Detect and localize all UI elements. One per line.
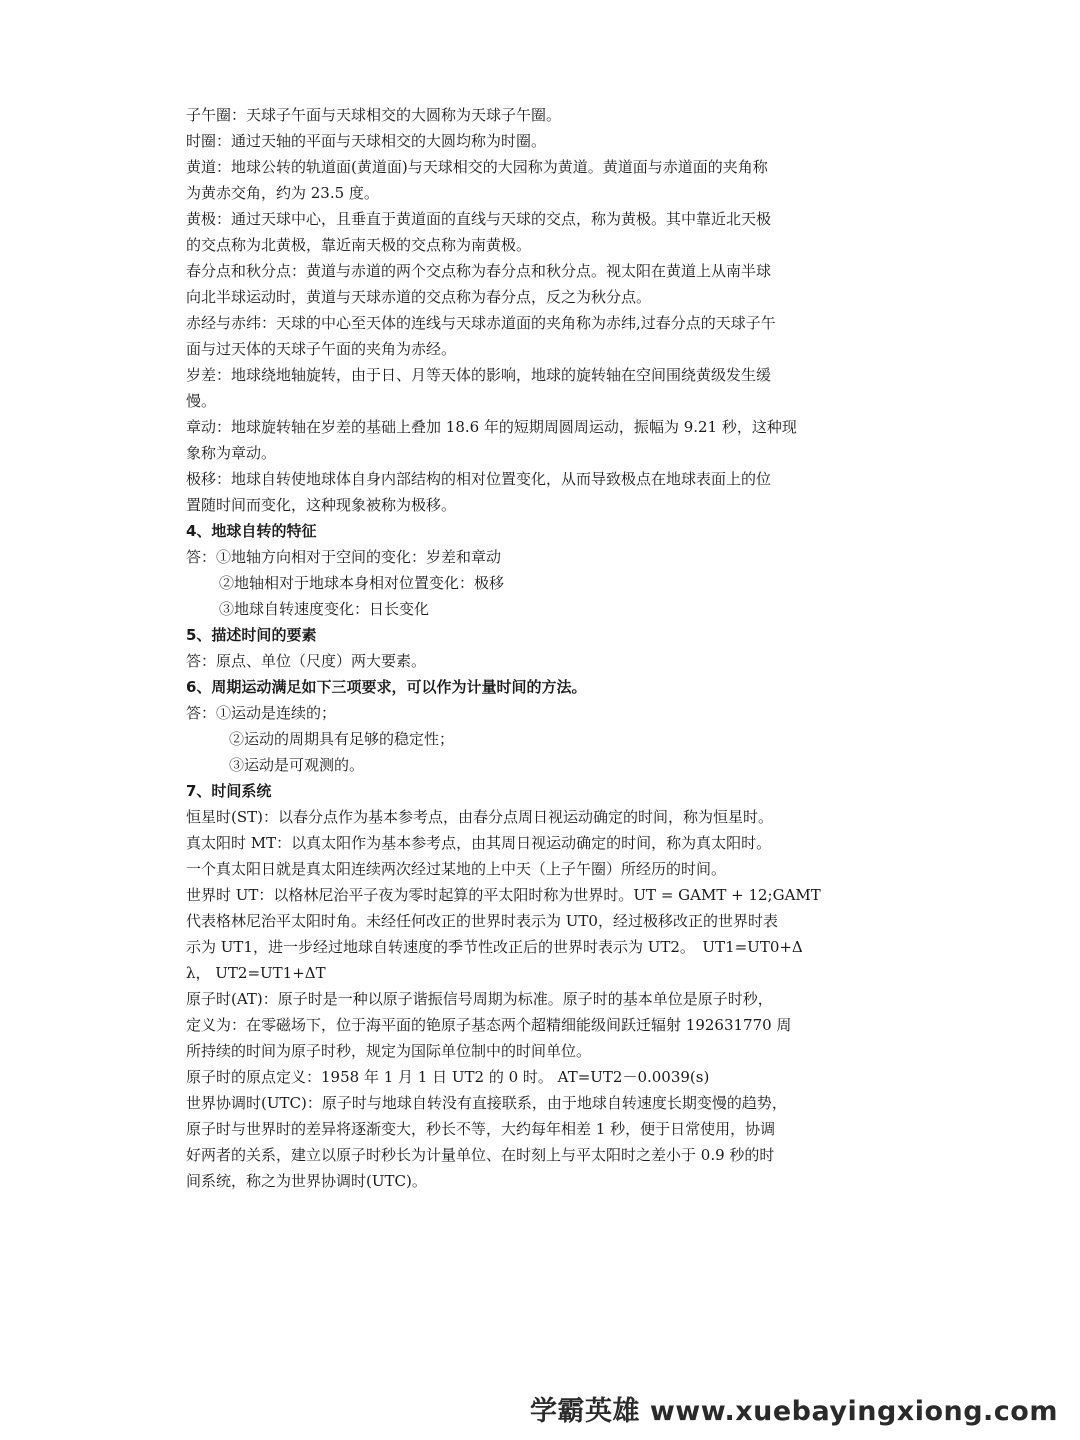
text-line: 黄道：地球公转的轨道面(黄道面)与天球相交的大园称为黄道。黄道面与赤道面的夹角称 (186, 158, 768, 176)
text-line: 赤经与赤纬：天球的中心至天体的连线与天球赤道面的夹角称为赤纬,过春分点的天球子午 (186, 314, 776, 332)
text-line: 的交点称为北黄极，靠近南天极的交点称为南黄极。 (186, 236, 532, 254)
text-line: 原子时与世界时的差异将逐渐变大，秒长不等，大约每年相差 1 秒，便于日常使用，协调 (186, 1120, 776, 1138)
text-line: 极移：地球自转使地球体自身内部结构的相对位置变化，从而导致极点在地球表面上的位 (186, 470, 772, 488)
answer-line: ③运动是可观测的。 (229, 756, 365, 774)
text-line: 一个真太阳日就是真太阳连续两次经过某地的上中天（上子午圈）所经历的时间。 (186, 860, 727, 878)
text-line: 间系统，称之为世界协调时(UTC)。 (186, 1172, 427, 1190)
section-heading: 7、时间系统 (186, 782, 272, 800)
text-line: 代表格林尼治平太阳时角。未经任何改正的世界时表示为 UT0，经过极移改正的世界时表 (186, 912, 778, 930)
text-line: 子午圈：天球子午面与天球相交的大圆称为天球子午圈。 (186, 106, 562, 124)
text-line: 定义为：在零磁场下，位于海平面的铯原子基态两个超精细能级间跃迁辐射 192631770 周 (186, 1016, 792, 1034)
text-line: 面与过天体的天球子午面的夹角为赤经。 (186, 340, 457, 358)
answer-line: ②地轴相对于地球本身相对位置变化：极移 (219, 574, 505, 592)
site-watermark: 学霸英雄 www.xuebayingxiong.com (529, 1396, 1058, 1427)
text-line: 置随时间而变化，这种现象被称为极移。 (186, 496, 457, 514)
document-body (186, 102, 898, 1194)
section-heading: 5、描述时间的要素 (186, 626, 317, 644)
text-line: 世界协调时(UTC)：原子时与地球自转没有直接联系，由于地球自转速度长期变慢的趋势， (186, 1094, 787, 1112)
text-line: λ， UT2=UT1+ΔT (186, 964, 326, 982)
text-line: 原子时(AT)：原子时是一种以原子谐振信号周期为标准。原子时的基本单位是原子时秒， (186, 990, 773, 1008)
text-line: 世界时 UT：以格林尼治平子夜为零时起算的平太阳时称为世界时。UT = GAMT + 12;GAMT (186, 886, 821, 904)
text-line: 时圈：通过天轴的平面与天球相交的大圆均称为时圈。 (186, 132, 547, 150)
section-heading: 4、地球自转的特征 (186, 522, 317, 540)
text-line: 岁差：地球绕地轴旋转，由于日、月等天体的影响，地球的旋转轴在空间围绕黄级发生缓 (186, 366, 772, 384)
answer-line: 答：①运动是连续的； (186, 704, 337, 722)
text-line: 恒星时(ST)：以春分点作为基本参考点，由春分点周日视运动确定的时间，称为恒星时。 (186, 808, 773, 826)
section-heading: 6、周期运动满足如下三项要求，可以作为计量时间的方法。 (186, 678, 587, 696)
text-line: 春分点和秋分点：黄道与赤道的两个交点称为春分点和秋分点。视太阳在黄道上从南半球 (186, 262, 772, 280)
text-line: 象称为章动。 (186, 444, 277, 462)
text-line: 慢。 (186, 392, 217, 410)
text-line: 原子时的原点定义：1958 年 1 月 1 日 UT2 的 0 时。 AT=UT2－0.0039(s) (186, 1068, 710, 1086)
text-line: 向北半球运动时，黄道与天球赤道的交点称为春分点，反之为秋分点。 (186, 288, 652, 306)
text-line: 所持续的时间为原子时秒，规定为国际单位制中的时间单位。 (186, 1042, 592, 1060)
text-line: 真太阳时 MT：以真太阳作为基本参考点，由其周日视运动确定的时间，称为真太阳时。 (186, 834, 772, 852)
answer-line: ③地球自转速度变化：日长变化 (219, 600, 430, 618)
answer-line: ②运动的周期具有足够的稳定性； (229, 730, 455, 748)
text-line: 好两者的关系，建立以原子时秒长为计量单位、在时刻上与平太阳时之差小于 0.9 秒的时 (186, 1146, 775, 1164)
text-line: 黄极：通过天球中心，且垂直于黄道面的直线与天球的交点，称为黄极。其中靠近北天极 (186, 210, 772, 228)
answer-line: 答：原点、单位（尺度）两大要素。 (186, 652, 427, 670)
text-line: 为黄赤交角，约为 23.5 度。 (186, 184, 379, 202)
text-line: 章动：地球旋转轴在岁差的基础上叠加 18.6 年的短期周圆周运动，振幅为 9.21 秒，这种现 (186, 418, 797, 436)
text-line: 示为 UT1，进一步经过地球自转速度的季节性改正后的世界时表示为 UT2。 UT1=UT0+Δ (186, 938, 803, 956)
answer-line: 答：①地轴方向相对于空间的变化：岁差和章动 (186, 548, 502, 566)
